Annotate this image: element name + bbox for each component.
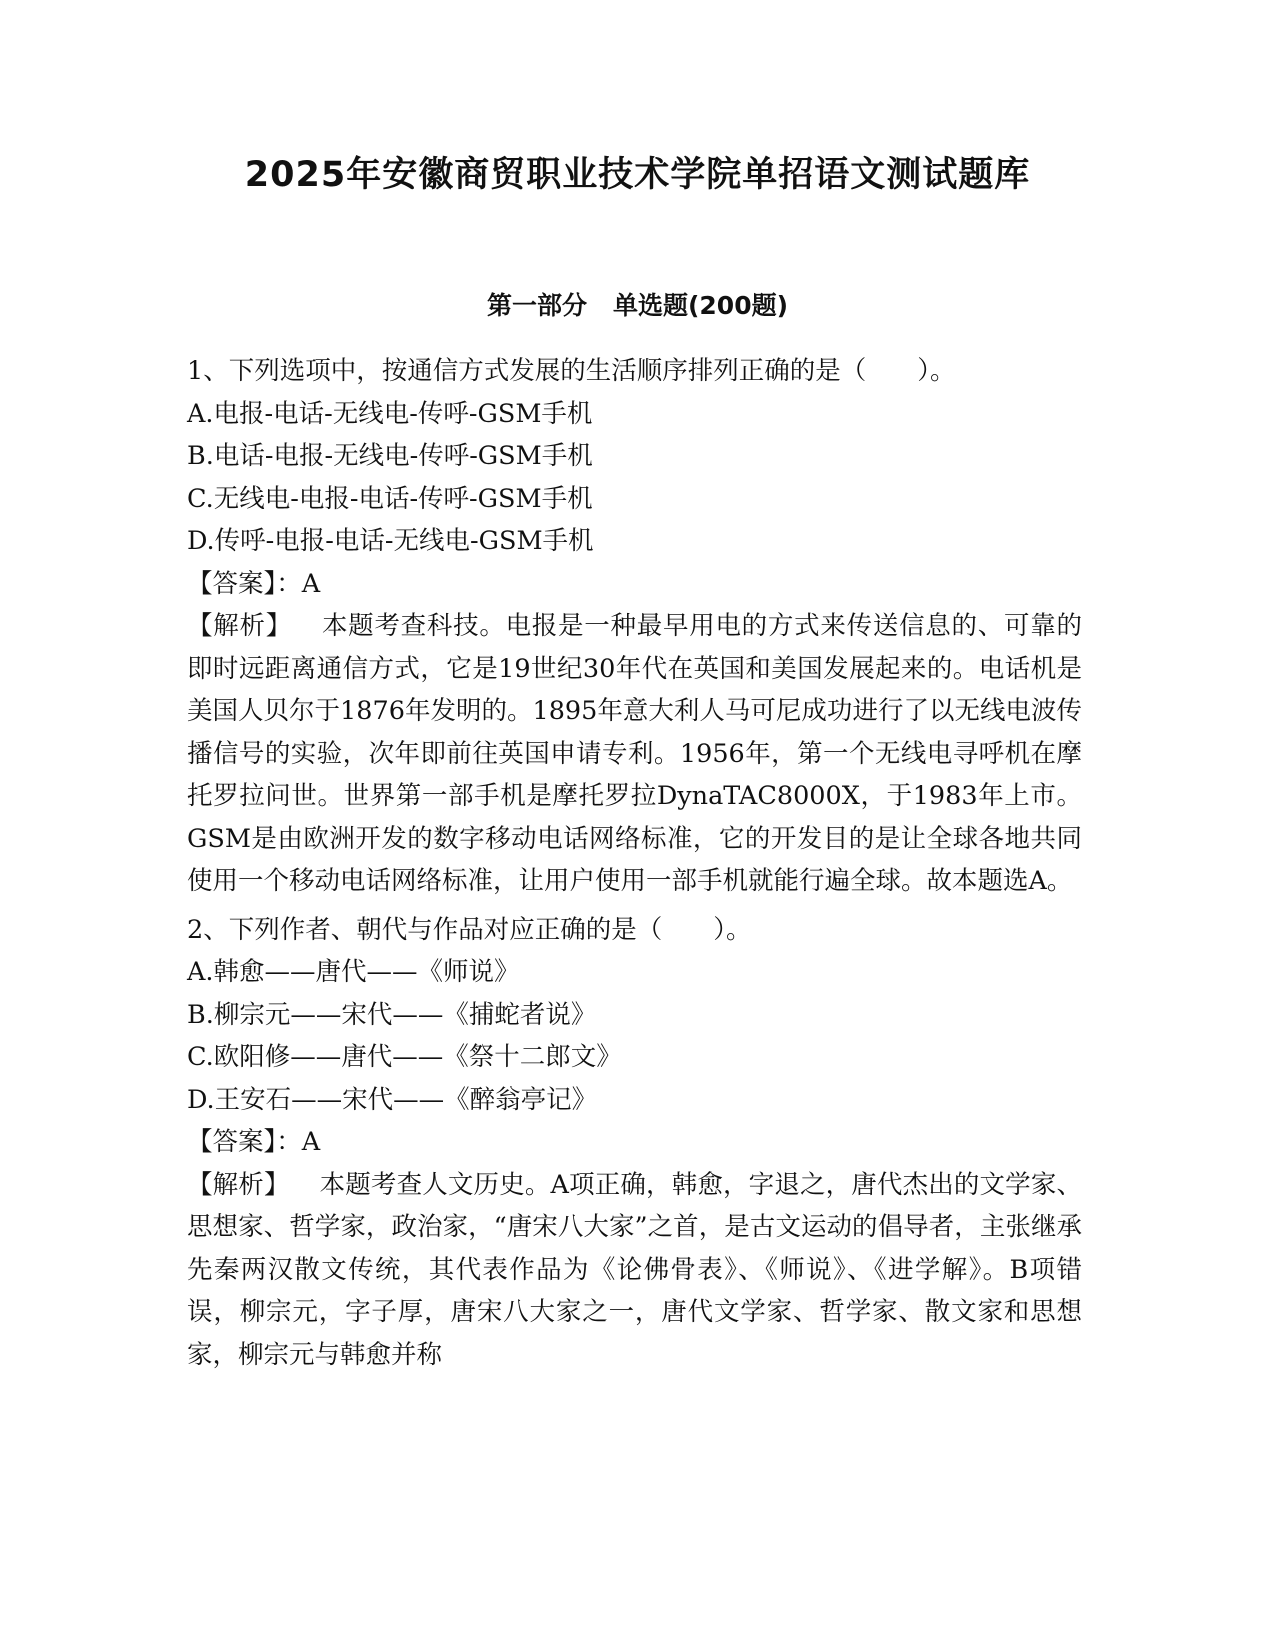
question-item — [187, 350, 1082, 903]
question-item — [187, 909, 1082, 1377]
section-heading — [0, 286, 1275, 326]
option-b: B.电话-电报-无线电-传呼-GSM手机 — [187, 441, 593, 471]
section-name: 单选题(200题) — [612, 291, 789, 320]
option-d: D.王安石——宋代——《醉翁亭记》 — [187, 1084, 598, 1115]
answer-value: A — [301, 568, 321, 599]
analysis-block — [187, 605, 1082, 903]
option-d: D.传呼-电报-电话-无线电-GSM手机 — [187, 526, 594, 556]
option-a: A.韩愈——唐代——《师说》 — [187, 957, 520, 987]
option-b: B.柳宗元——宋代——《捕蛇者说》 — [187, 999, 597, 1030]
document-title: 2025年安徽商贸职业技术学院单招语文测试题库 — [244, 155, 1031, 195]
analysis-label: 【解析】 — [187, 611, 292, 641]
question-stem: 1、下列选项中，按通信方式发展的生活顺序排列正确的是（ ）。 — [187, 356, 956, 386]
answer-row — [187, 1121, 1082, 1164]
option-c: C.欧阳修——唐代——《祭十二郎文》 — [187, 1042, 622, 1072]
answer-value: A — [301, 1127, 321, 1157]
analysis-block — [187, 1164, 1082, 1377]
analysis-text: 本题考查科技。电报是一种最早用电的方式来传送信息的、可靠的即时远距离通信方式，它是19世纪30年代在英国和美国发展起来的。电话机是美国人贝尔于1876年发明的。1895年意大利人马可尼成功进行了以无线电波传播信号的实验，次年即前往英国申请专利。1956年，第一个无线电寻呼机在摩托罗拉问世。世界第一部手机是摩托罗拉DynaTAC8000X，于1983年上市。GSM是由欧洲开发的数字移动电话网络标准，它的开发目的是让全球各地共同使用一个移动电话网络标准，让用户使用一部手机就能行遍全球。故本题选A。 — [187, 611, 1082, 896]
section-label: 第一部分 — [486, 291, 587, 320]
question-list — [187, 350, 1082, 1382]
answer-label: 【答案】： — [187, 568, 302, 599]
question-stem: 2、下列作者、朝代与作品对应正确的是（ ）。 — [187, 914, 752, 945]
option-a: A.电报-电话-无线电-传呼-GSM手机 — [187, 398, 593, 429]
analysis-label: 【解析】 — [187, 1169, 290, 1200]
answer-label: 【答案】： — [187, 1127, 302, 1157]
analysis-text: 本题考查人文历史。A项正确，韩愈，字退之，唐代杰出的文学家、思想家、哲学家，政治家，“唐宋八大家”之首，是古文运动的倡导者，主张继承先秦两汉散文传统，其代表作品为《论佛骨表》、《师说》、《进学解》。B项错误，柳宗元，字子厚，唐宋八大家之一，唐代文学家、哲学家、散文家和思想家，柳宗元与韩愈并称 — [187, 1169, 1082, 1370]
answer-row — [187, 563, 1082, 606]
option-c: C.无线电-电报-电话-传呼-GSM手机 — [187, 483, 593, 514]
